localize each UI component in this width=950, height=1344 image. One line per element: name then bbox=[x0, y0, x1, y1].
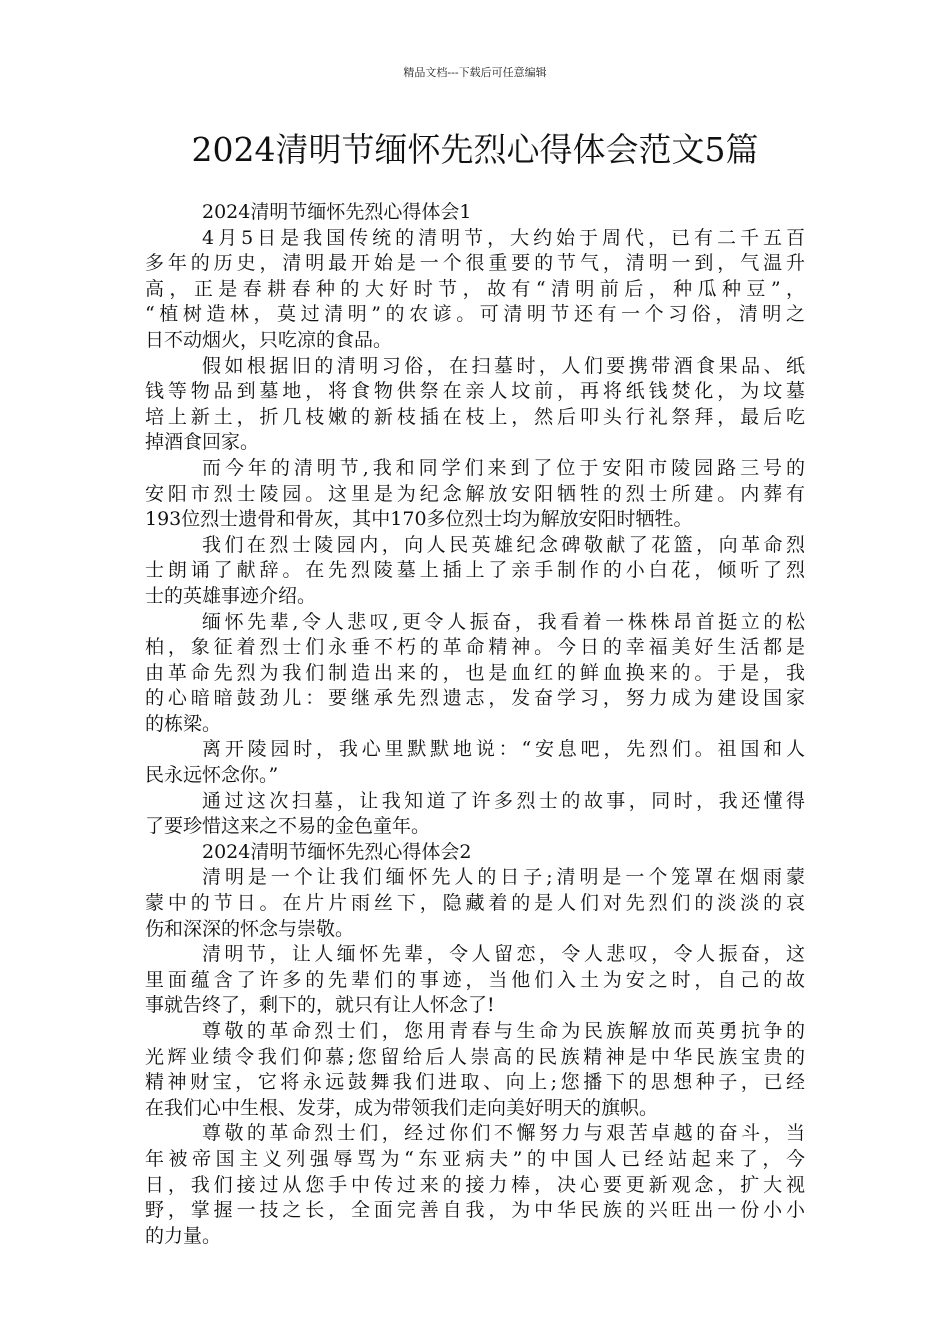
paragraph-line: 假如根据旧的清明习俗，在扫墓时，人们要携带酒食果品、纸 bbox=[202, 354, 805, 377]
paragraph-line: 在我们心中生根、发芽，成为带领我们走向美好明天的旗帜。 bbox=[145, 1096, 659, 1119]
paragraph-line: 日不动烟火，只吃凉的食品。 bbox=[145, 328, 393, 351]
paragraph-line: 民永远怀念你。” bbox=[145, 764, 279, 787]
paragraph-line: 里面蕴含了许多的先辈们的事迹，当他们入土为安之时，自己的故 bbox=[145, 968, 805, 991]
page-header-note: 精品文档---下载后可任意编辑 bbox=[403, 66, 547, 79]
paragraph-line: 高，正是春耕春种的大好时节，故有“清明前后，种瓜种豆”， bbox=[145, 277, 805, 300]
paragraph-line: 士的英雄事迹介绍。 bbox=[145, 584, 317, 607]
paragraph-line: 的力量。 bbox=[145, 1224, 222, 1247]
paragraph-line: 安阳市烈士陵园。这里是为纪念解放安阳牺牲的烈士所建。内葬有 bbox=[145, 482, 805, 505]
paragraph-line: 了要珍惜这来之不易的金色童年。 bbox=[145, 815, 431, 838]
paragraph-line: 精神财宝，它将永远鼓舞我们进取、向上;您播下的思想种子，已经 bbox=[145, 1071, 805, 1094]
section-heading: 2024清明节缅怀先烈心得体会1 bbox=[202, 201, 472, 223]
paragraph-line: 士朗诵了献辞。在先烈陵墓上插上了亲手制作的小白花，倾听了烈 bbox=[145, 559, 805, 582]
paragraph-line: 掉酒食回家。 bbox=[145, 431, 260, 454]
paragraph-line: 离开陵园时，我心里默默地说：“安息吧，先烈们。祖国和人 bbox=[202, 738, 805, 761]
paragraph-line: 的心暗暗鼓劲儿：要继承先烈遗志，发奋学习，努力成为建设国家 bbox=[145, 687, 805, 710]
paragraph-line: 我们在烈士陵园内，向人民英雄纪念碑敬献了花篮，向革命烈 bbox=[202, 533, 805, 556]
paragraph-line: 伤和深深的怀念与崇敬。 bbox=[145, 917, 355, 940]
paragraph-line: 4月5日是我国传统的清明节，大约始于周代，已有二千五百 bbox=[202, 226, 805, 249]
paragraph-line: 通过这次扫墓，让我知道了许多烈士的故事，同时，我还懂得 bbox=[202, 789, 805, 812]
paragraph-line: 事就告终了，剩下的，就只有让人怀念了! bbox=[145, 994, 495, 1017]
paragraph-line: 193位烈士遗骨和骨灰，其中170多位烈士均为解放安阳时牺牲。 bbox=[145, 508, 693, 531]
paragraph-line: “植树造林，莫过清明”的农谚。可清明节还有一个习俗，清明之 bbox=[145, 303, 805, 326]
paragraph-line: 清明节，让人缅怀先辈，令人留恋，令人悲叹，令人振奋，这 bbox=[202, 943, 805, 966]
paragraph-line: 蒙中的节日。在片片雨丝下，隐藏着的是人们对先烈们的淡淡的哀 bbox=[145, 892, 805, 915]
paragraph-line: 日，我们接过从您手中传过来的接力棒，决心要更新观念，扩大视 bbox=[145, 1173, 805, 1196]
document-body bbox=[145, 200, 805, 1249]
paragraph-line: 培上新土，折几枝嫩的新枝插在枝上，然后叩头行礼祭拜，最后吃 bbox=[145, 405, 805, 428]
paragraph-line: 柏，象征着烈士们永垂不朽的革命精神。今日的幸福美好生活都是 bbox=[145, 636, 805, 659]
paragraph-line: 光辉业绩令我们仰慕;您留给后人崇高的民族精神是中华民族宝贵的 bbox=[145, 1045, 805, 1068]
paragraph-line: 尊敬的革命烈士们，您用青春与生命为民族解放而英勇抗争的 bbox=[202, 1020, 805, 1042]
paragraph-line: 缅怀先辈,令人悲叹,更令人振奋，我看着一株株昂首挺立的松 bbox=[202, 610, 805, 633]
section-heading: 2024清明节缅怀先烈心得体会2 bbox=[202, 840, 472, 863]
paragraph-line: 多年的历史，清明最开始是一个很重要的节气，清明一到，气温升 bbox=[145, 252, 805, 275]
paragraph-line: 的栋梁。 bbox=[145, 712, 222, 735]
paragraph-line: 而今年的清明节,我和同学们来到了位于安阳市陵园路三号的 bbox=[202, 456, 805, 479]
paragraph-line: 野，掌握一技之长，全面完善自我，为中华民族的兴旺出一份小小 bbox=[145, 1199, 805, 1222]
paragraph-line: 尊敬的革命烈士们，经过你们不懈努力与艰苦卓越的奋斗，当 bbox=[202, 1122, 805, 1145]
paragraph-line: 由革命先烈为我们制造出来的，也是血红的鲜血换来的。于是，我 bbox=[145, 661, 805, 684]
paragraph-line: 清明是一个让我们缅怀先人的日子;清明是一个笼罩在烟雨蒙 bbox=[202, 866, 805, 889]
paragraph-line: 年被帝国主义列强辱骂为“东亚病夫”的中国人已经站起来了，今 bbox=[145, 1147, 805, 1170]
document-title: 2024清明节缅怀先烈心得体会范文5篇 bbox=[191, 130, 759, 169]
paragraph-line: 钱等物品到墓地，将食物供祭在亲人坟前，再将纸钱焚化，为坟墓 bbox=[145, 380, 805, 403]
